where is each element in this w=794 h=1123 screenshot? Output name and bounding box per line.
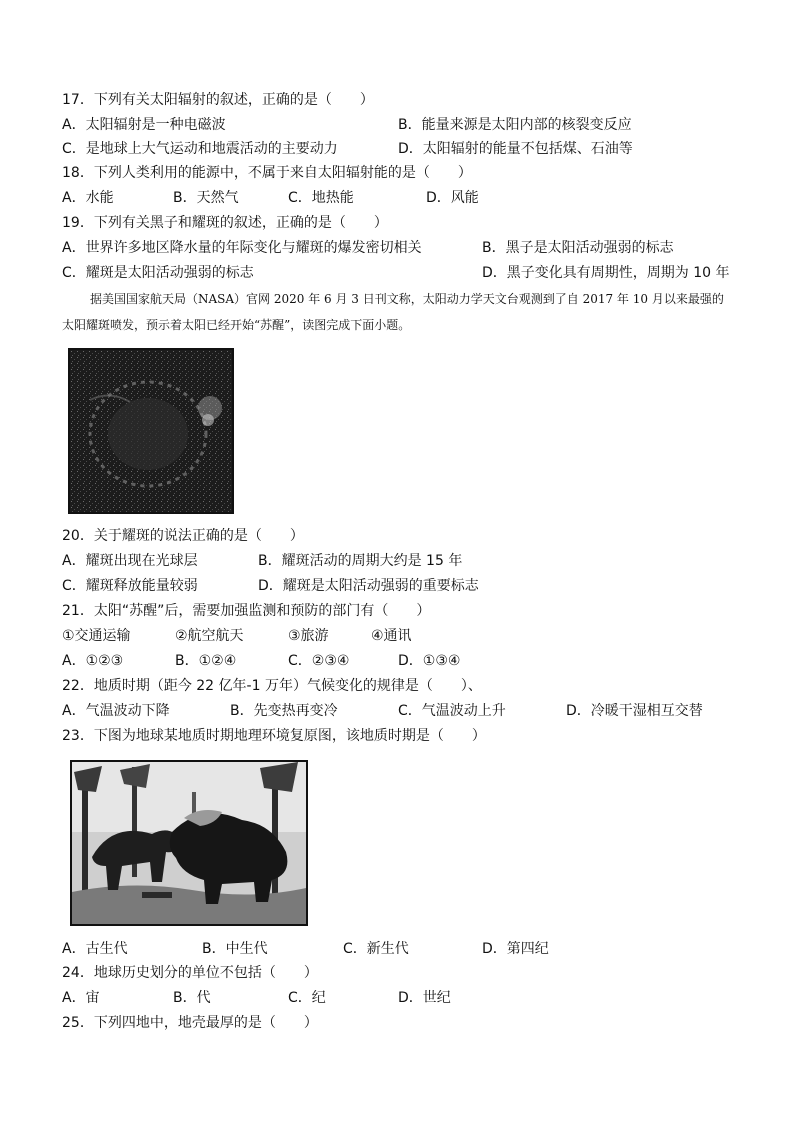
q21-item-2: ②航空航天 xyxy=(175,628,244,644)
q24-option-a: A．宙 xyxy=(62,990,100,1006)
q20-option-c: C．耀斑释放能量较弱 xyxy=(62,578,198,594)
q21-option-d: D．①③④ xyxy=(398,653,461,669)
q24-option-b: B．代 xyxy=(173,990,211,1006)
q23-option-d: D．第四纪 xyxy=(482,941,549,957)
q24-option-c: C．纪 xyxy=(288,990,326,1006)
q19-option-a: A．世界许多地区降水量的年际变化与耀斑的爆发密切相关 xyxy=(62,240,422,256)
q21-option-b: B．①②④ xyxy=(175,653,237,669)
q23-option-a: A．古生代 xyxy=(62,941,128,957)
q22-option-c: C．气温波动上升 xyxy=(398,703,506,719)
solar-flare-image xyxy=(70,350,232,512)
q19-option-b: B．黑子是太阳活动强弱的标志 xyxy=(482,240,674,256)
question-22-stem: 22．地质时期（距今 22 亿年-1 万年）气候变化的规律是（ ）、 xyxy=(62,678,482,694)
question-17-stem: 17．下列有关太阳辐射的叙述，正确的是（ ） xyxy=(62,92,374,108)
geologic-era-reconstruction-image xyxy=(70,760,308,926)
q20-option-b: B．耀斑活动的周期大约是 15 年 xyxy=(258,553,463,569)
q18-option-c: C．地热能 xyxy=(288,190,354,206)
q18-option-b: B．天然气 xyxy=(173,190,239,206)
q23-option-b: B．中生代 xyxy=(202,941,268,957)
question-21-stem: 21．太阳“苏醒”后，需要加强监测和预防的部门有（ ） xyxy=(62,603,431,619)
q17-option-b: B．能量来源是太阳内部的核裂变反应 xyxy=(398,117,632,133)
question-19-stem: 19．下列有关黑子和耀斑的叙述，正确的是（ ） xyxy=(62,215,388,231)
reading-intro-paragraph: 据美国国家航天局（NASA）官网 2020 年 6 月 3 日刊文称，太阳动力学天文台观测到了自 2017 年 10 月以来最强的太阳耀斑喷发，预示着太阳已经开始“苏醒”，读图完成下面小题。 xyxy=(62,292,724,332)
solar-flare-photo xyxy=(68,348,234,514)
q18-option-a: A．水能 xyxy=(62,190,114,206)
q21-option-a: A．①②③ xyxy=(62,653,124,669)
q21-item-1: ①交通运输 xyxy=(62,628,131,644)
q19-option-d: D．黑子变化具有周期性，周期为 10 年 xyxy=(482,265,730,281)
question-18-stem: 18．下列人类利用的能源中，不属于来自太阳辐射能的是（ ） xyxy=(62,165,472,181)
question-25-stem: 25．下列四地中，地壳最厚的是（ ） xyxy=(62,1015,318,1031)
q18-option-d: D．风能 xyxy=(426,190,479,206)
q22-option-a: A．气温波动下降 xyxy=(62,703,170,719)
question-23-stem: 23．下图为地球某地质时期地理环境复原图，该地质时期是（ ） xyxy=(62,728,486,744)
q17-option-c: C．是地球上大气运动和地震活动的主要动力 xyxy=(62,141,338,157)
q21-option-c: C．②③④ xyxy=(288,653,350,669)
q17-option-a: A．太阳辐射是一种电磁波 xyxy=(62,117,226,133)
q21-item-3: ③旅游 xyxy=(288,628,329,644)
q21-item-4: ④通讯 xyxy=(371,628,412,644)
q22-option-b: B．先变热再变冷 xyxy=(230,703,338,719)
question-24-stem: 24．地球历史划分的单位不包括（ ） xyxy=(62,965,318,981)
dinosaur-scene-illustration xyxy=(72,762,306,924)
q23-option-c: C．新生代 xyxy=(343,941,409,957)
q19-option-c: C．耀斑是太阳活动强弱的标志 xyxy=(62,265,254,281)
q24-option-d: D．世纪 xyxy=(398,990,451,1006)
q20-option-d: D．耀斑是太阳活动强弱的重要标志 xyxy=(258,578,479,594)
q17-option-d: D．太阳辐射的能量不包括煤、石油等 xyxy=(398,141,633,157)
q22-option-d: D．冷暖干湿相互交替 xyxy=(566,703,703,719)
q20-option-a: A．耀斑出现在光球层 xyxy=(62,553,198,569)
question-20-stem: 20．关于耀斑的说法正确的是（ ） xyxy=(62,528,304,544)
